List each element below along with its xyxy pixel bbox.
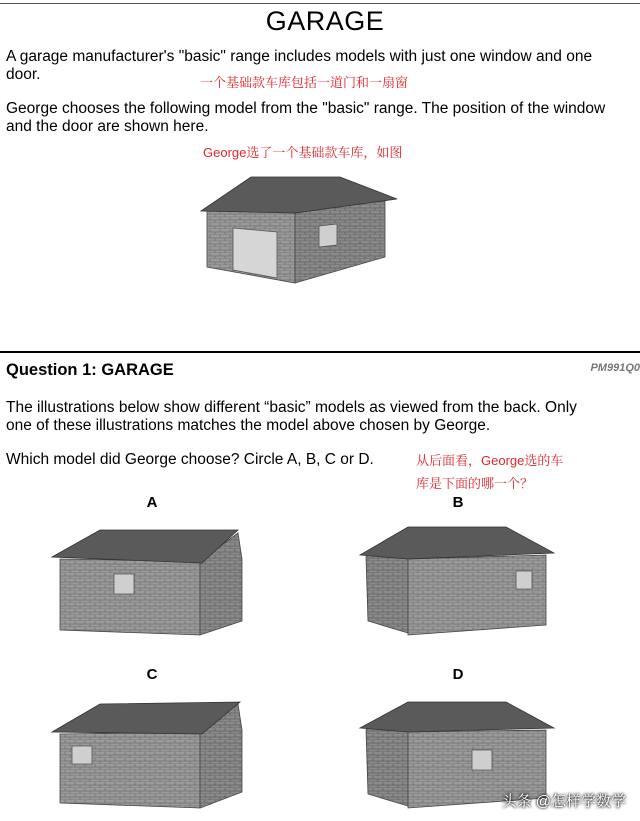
- question-code: PM991Q0: [590, 362, 640, 374]
- question-text: The illustrations below show different “basic” models as viewed from the back. Only one of these illustrations matches the model above chosen by George.: [6, 399, 577, 434]
- intro-note-2: George选了一个基础款车库，如图: [203, 145, 403, 160]
- option-label-a[interactable]: A: [146, 494, 158, 511]
- intro-note-1: 一个基础款车库包括一道门和一扇窗: [200, 75, 409, 90]
- garage-option-c[interactable]: [50, 698, 250, 813]
- option-label-b[interactable]: B: [452, 494, 464, 511]
- option-label-d[interactable]: D: [452, 666, 464, 683]
- watermark: 头条 @怎样学数学: [501, 793, 626, 810]
- intro-paragraph-2: George chooses the following model from the "basic" range. The position of the window and the door are shown here.: [6, 100, 606, 135]
- garage-option-b[interactable]: [358, 525, 558, 640]
- section-divider: [0, 351, 640, 353]
- option-label-c[interactable]: C: [146, 666, 158, 683]
- george-garage-illustration: [195, 175, 405, 287]
- question-heading: Question 1: GARAGE: [6, 361, 174, 379]
- question-note-line-2: 库是下面的哪一个？: [416, 476, 534, 491]
- question-note-line-1: 从后面看，George选的车: [416, 453, 564, 468]
- question-instruction: Which model did George choose? Circle A, B, C or D.: [6, 451, 374, 468]
- intro-paragraph-1: A garage manufacturer's "basic" range includes models with just one window and one door.: [6, 48, 593, 83]
- garage-option-a[interactable]: [50, 525, 250, 640]
- top-border: [0, 3, 640, 4]
- page-title: GARAGE: [265, 6, 385, 36]
